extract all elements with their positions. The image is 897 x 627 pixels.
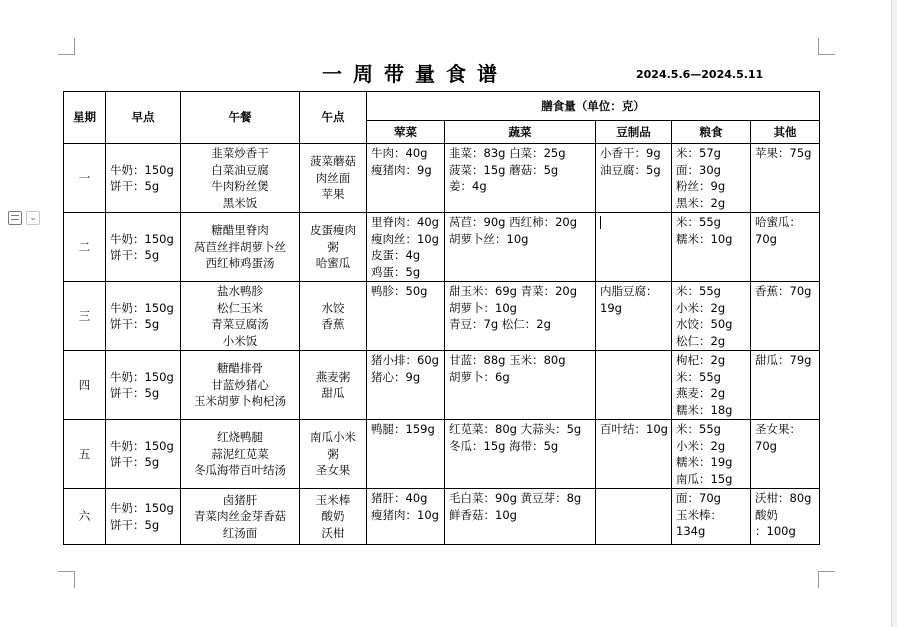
soy-cell[interactable] <box>596 213 672 282</box>
grain-cell[interactable] <box>672 282 751 351</box>
header-day: 星期 <box>64 92 106 144</box>
lunch-cell[interactable] <box>181 420 300 489</box>
text-line: 沃柑：80g <box>755 491 812 505</box>
text-line: 青菜豆腐汤 <box>211 317 269 331</box>
table-row <box>64 489 820 545</box>
text-line: 胡萝卜丝：10g <box>449 231 529 246</box>
header-lunch: 午餐 <box>181 92 300 144</box>
text-line: 鲜香菇：10g <box>449 507 517 522</box>
vegetable-cell[interactable] <box>445 144 596 213</box>
text-line: 酸奶 <box>321 509 345 524</box>
text-line: 姜：4g <box>449 179 487 193</box>
text-line: 圣女果： <box>755 422 801 436</box>
weekly-menu-table <box>63 91 820 545</box>
text-line: 饼干：5g <box>110 317 160 331</box>
text-line: 燕麦粥 <box>315 369 351 384</box>
text-line: 红烧鸭腿 <box>217 430 263 445</box>
text-line: 甜玉米：69g 青菜：20g <box>449 284 578 298</box>
text-line: 甜瓜 <box>321 386 345 400</box>
vegetable-cell[interactable] <box>445 351 596 420</box>
text-line: 内脂豆腐： <box>600 284 658 298</box>
text-line: 粥 <box>327 446 339 461</box>
page-corner-mark-bottom-right <box>818 571 835 588</box>
breakfast-cell[interactable] <box>106 351 181 420</box>
header-meat: 荤菜 <box>367 121 445 144</box>
breakfast-cell[interactable] <box>106 144 181 213</box>
text-line: 甜瓜：79g <box>755 353 812 367</box>
text-line: 鸭胗：50g <box>371 284 428 298</box>
soy-cell[interactable] <box>596 282 672 351</box>
lunch-cell[interactable] <box>181 144 300 213</box>
grain-cell[interactable] <box>672 144 751 213</box>
text-line: 小香干：9g <box>600 146 661 160</box>
text-line: 牛奶：150g <box>110 162 174 177</box>
text-line: 牛肉：40g <box>371 146 428 160</box>
snack-cell[interactable] <box>300 351 367 420</box>
header-soy: 豆制品 <box>596 121 672 144</box>
table-row <box>64 282 820 351</box>
header-snack: 午点 <box>300 92 367 144</box>
text-line: 青豆：7g 松仁：2g <box>449 317 551 331</box>
text-line: ：100g <box>755 524 796 538</box>
text-line: 鸡蛋：5g <box>371 264 421 279</box>
text-line: 莴苣丝拌胡萝卜丝 <box>194 239 286 254</box>
text-line: 猪肝：40g <box>371 491 428 505</box>
text-line: 糯米：18g <box>676 402 733 417</box>
day-cell[interactable]: 四 <box>64 351 106 420</box>
text-line: 苹果 <box>321 187 345 202</box>
table-row <box>64 351 820 420</box>
text-line: 苹果：75g <box>755 146 812 160</box>
text-line: 酸奶 <box>755 507 778 522</box>
paragraph-menu-icon[interactable] <box>8 211 22 225</box>
text-line: 胡萝卜：10g <box>449 300 517 315</box>
text-line: 糯米：10g <box>676 231 733 246</box>
text-line: 韭菜炒香干 <box>211 146 269 160</box>
text-line: 蒜泥红苋菜 <box>211 446 269 461</box>
text-line: 猪小排：60g <box>371 353 439 367</box>
soy-cell[interactable] <box>596 420 672 489</box>
text-line: 70g <box>755 231 777 246</box>
header-grain: 粮食 <box>672 121 751 144</box>
other-cell[interactable] <box>751 213 820 282</box>
day-cell[interactable]: 二 <box>64 213 106 282</box>
text-line: 黑米饭 <box>222 195 258 210</box>
text-line: 韭菜：83g 白菜：25g <box>449 146 566 160</box>
text-line: 鸭腿：159g <box>371 422 435 436</box>
text-line: 小米：2g <box>676 438 726 453</box>
text-line: 米：55g <box>676 215 721 229</box>
text-line: 瘦猪肉：9g <box>371 162 432 177</box>
lunch-cell[interactable] <box>181 213 300 282</box>
text-line: 牛奶：150g <box>110 438 174 453</box>
day-cell[interactable]: 六 <box>64 489 106 545</box>
text-line: 糯米：19g <box>676 455 733 469</box>
text-line: 19g <box>600 300 622 315</box>
text-line: 胡萝卜：6g <box>449 369 510 384</box>
lunch-cell[interactable] <box>181 282 300 351</box>
text-line: 牛奶：150g <box>110 231 174 246</box>
text-line: 牛奶：150g <box>110 300 174 315</box>
text-line: 面：30g <box>676 162 721 177</box>
text-line: 猪心：9g <box>371 369 421 384</box>
text-line: 红苋菜：80g 大蒜头：5g <box>449 422 582 436</box>
text-line: 燕麦：2g <box>676 386 726 400</box>
text-line: 粥 <box>327 239 339 254</box>
vegetable-cell[interactable] <box>445 282 596 351</box>
text-line: 小米饭 <box>222 333 258 348</box>
chevron-down-icon[interactable]: ⌄ <box>26 211 40 225</box>
lunch-cell[interactable] <box>181 351 300 420</box>
date-range: 2024.5.6—2024.5.11 <box>636 68 764 81</box>
text-line: 红汤面 <box>222 525 258 540</box>
text-line: 饼干：5g <box>110 455 160 469</box>
text-line: 水饺：50g <box>676 317 733 331</box>
lunch-cell[interactable] <box>181 489 300 545</box>
soy-cell[interactable] <box>596 351 672 420</box>
snack-cell[interactable] <box>300 213 367 282</box>
soy-cell[interactable] <box>596 489 672 545</box>
text-line: 玉米胡萝卜枸杞汤 <box>194 394 286 409</box>
text-line: 糖醋里脊肉 <box>211 223 269 238</box>
header-intake: 膳食量（单位：克） <box>367 92 820 121</box>
page-corner-mark-top-left <box>58 38 75 55</box>
text-line: 米：55g <box>676 369 721 384</box>
text-line: 134g <box>676 524 706 538</box>
text-line: 百叶结：10g <box>600 422 668 436</box>
snack-cell[interactable] <box>300 489 367 545</box>
vegetable-cell[interactable] <box>445 420 596 489</box>
text-line: 卤猪肝 <box>222 492 258 507</box>
text-line: 70g <box>755 438 777 453</box>
text-line: 菠菜蘑菇 <box>310 154 356 169</box>
meat-cell[interactable] <box>367 489 445 545</box>
text-line: 松仁：2g <box>676 333 726 348</box>
text-line: 南瓜：15g <box>676 471 733 486</box>
grain-cell[interactable] <box>672 420 751 489</box>
page-corner-mark-bottom-left <box>58 571 75 588</box>
snack-cell[interactable] <box>300 144 367 213</box>
meat-cell[interactable] <box>367 213 445 282</box>
text-line: 牛肉粉丝煲 <box>211 179 269 193</box>
table-row <box>64 213 820 282</box>
breakfast-cell[interactable] <box>106 489 181 545</box>
grain-cell[interactable] <box>672 489 751 545</box>
text-line: 牛奶：150g <box>110 369 174 384</box>
text-line: 玉米棒 <box>315 492 351 507</box>
text-line: 香蕉：70g <box>755 284 812 298</box>
header-vegetable: 蔬菜 <box>445 121 596 144</box>
day-cell[interactable]: 五 <box>64 420 106 489</box>
breakfast-cell[interactable] <box>106 282 181 351</box>
text-line: 松仁玉米 <box>217 300 263 315</box>
page-title: 一周带量食谱 <box>322 62 508 86</box>
header-other: 其他 <box>751 121 820 144</box>
text-line: 糖醋排骨 <box>217 361 263 376</box>
paragraph-handle[interactable] <box>8 209 48 227</box>
text-line: 瘦肉丝：10g <box>371 231 439 246</box>
table-row <box>64 144 820 213</box>
breakfast-cell[interactable] <box>106 213 181 282</box>
text-line: 菠菜：15g 蘑菇：5g <box>449 162 559 177</box>
header-breakfast: 早点 <box>106 92 181 144</box>
text-line: 枸杞：2g <box>676 353 726 367</box>
text-line: 饼干：5g <box>110 517 160 532</box>
text-line: 饼干：5g <box>110 386 160 400</box>
text-line: 面：70g <box>676 491 721 505</box>
text-line: 冬瓜海带百叶结汤 <box>194 463 286 478</box>
meat-cell[interactable] <box>367 282 445 351</box>
text-line: 肉丝面 <box>315 170 351 185</box>
text-line: 米：55g <box>676 284 721 298</box>
text-line: 沃柑 <box>321 525 345 540</box>
text-line: 饼干：5g <box>110 179 160 193</box>
other-cell[interactable] <box>751 489 820 545</box>
grain-cell[interactable] <box>672 213 751 282</box>
text-line: 哈蜜瓜： <box>755 215 801 229</box>
day-cell[interactable]: 三 <box>64 282 106 351</box>
text-line: 水饺 <box>321 300 345 315</box>
text-line: 皮蛋瘦肉 <box>310 223 356 238</box>
text-line: 皮蛋：4g <box>371 248 421 262</box>
soy-cell[interactable] <box>596 144 672 213</box>
text-line: 莴苣：90g 西红柿：20g <box>449 215 578 229</box>
text-line: 青菜肉丝金芽香菇 <box>194 509 286 524</box>
text-line: 米：55g <box>676 422 721 436</box>
meat-cell[interactable] <box>367 351 445 420</box>
text-line: 甘蓝：88g 玉米：80g <box>449 353 566 367</box>
text-line: 黑米：2g <box>676 195 726 210</box>
text-cursor <box>600 216 601 229</box>
text-line: 饼干：5g <box>110 248 160 262</box>
text-line: 盐水鸭胗 <box>217 284 263 298</box>
text-line: 里脊肉：40g <box>371 215 439 229</box>
grain-cell[interactable] <box>672 351 751 420</box>
text-line: 南瓜小米 <box>310 430 356 445</box>
text-line: 甘蓝炒猪心 <box>211 377 269 392</box>
breakfast-cell[interactable] <box>106 420 181 489</box>
other-cell[interactable] <box>751 351 820 420</box>
text-line: 油豆腐：5g <box>600 162 661 177</box>
vegetable-cell[interactable] <box>445 489 596 545</box>
other-cell[interactable] <box>751 282 820 351</box>
text-line: 牛奶：150g <box>110 501 174 515</box>
vertical-scrollbar[interactable] <box>891 0 897 627</box>
text-line: 西红柿鸡蛋汤 <box>205 256 275 271</box>
text-line: 粉丝：9g <box>676 179 726 193</box>
vegetable-cell[interactable] <box>445 213 596 282</box>
page-corner-mark-top-right <box>818 38 835 55</box>
other-cell[interactable] <box>751 420 820 489</box>
day-cell[interactable]: 一 <box>64 144 106 213</box>
text-line: 小米：2g <box>676 300 726 315</box>
snack-cell[interactable] <box>300 420 367 489</box>
text-line: 毛白菜：90g 黄豆芽：8g <box>449 491 582 505</box>
table-row <box>64 420 820 489</box>
text-line: 香蕉 <box>321 317 345 331</box>
text-line: 米：57g <box>676 146 721 160</box>
text-line: 白菜油豆腐 <box>211 162 269 177</box>
meat-cell[interactable] <box>367 144 445 213</box>
text-line: 哈蜜瓜 <box>315 256 351 271</box>
snack-cell[interactable] <box>300 282 367 351</box>
meat-cell[interactable] <box>367 420 445 489</box>
text-line: 圣女果 <box>315 463 351 478</box>
text-line: 冬瓜：15g 海带：5g <box>449 438 559 453</box>
text-line: 玉米棒： <box>676 507 722 522</box>
other-cell[interactable] <box>751 144 820 213</box>
text-line: 瘦猪肉：10g <box>371 507 439 522</box>
